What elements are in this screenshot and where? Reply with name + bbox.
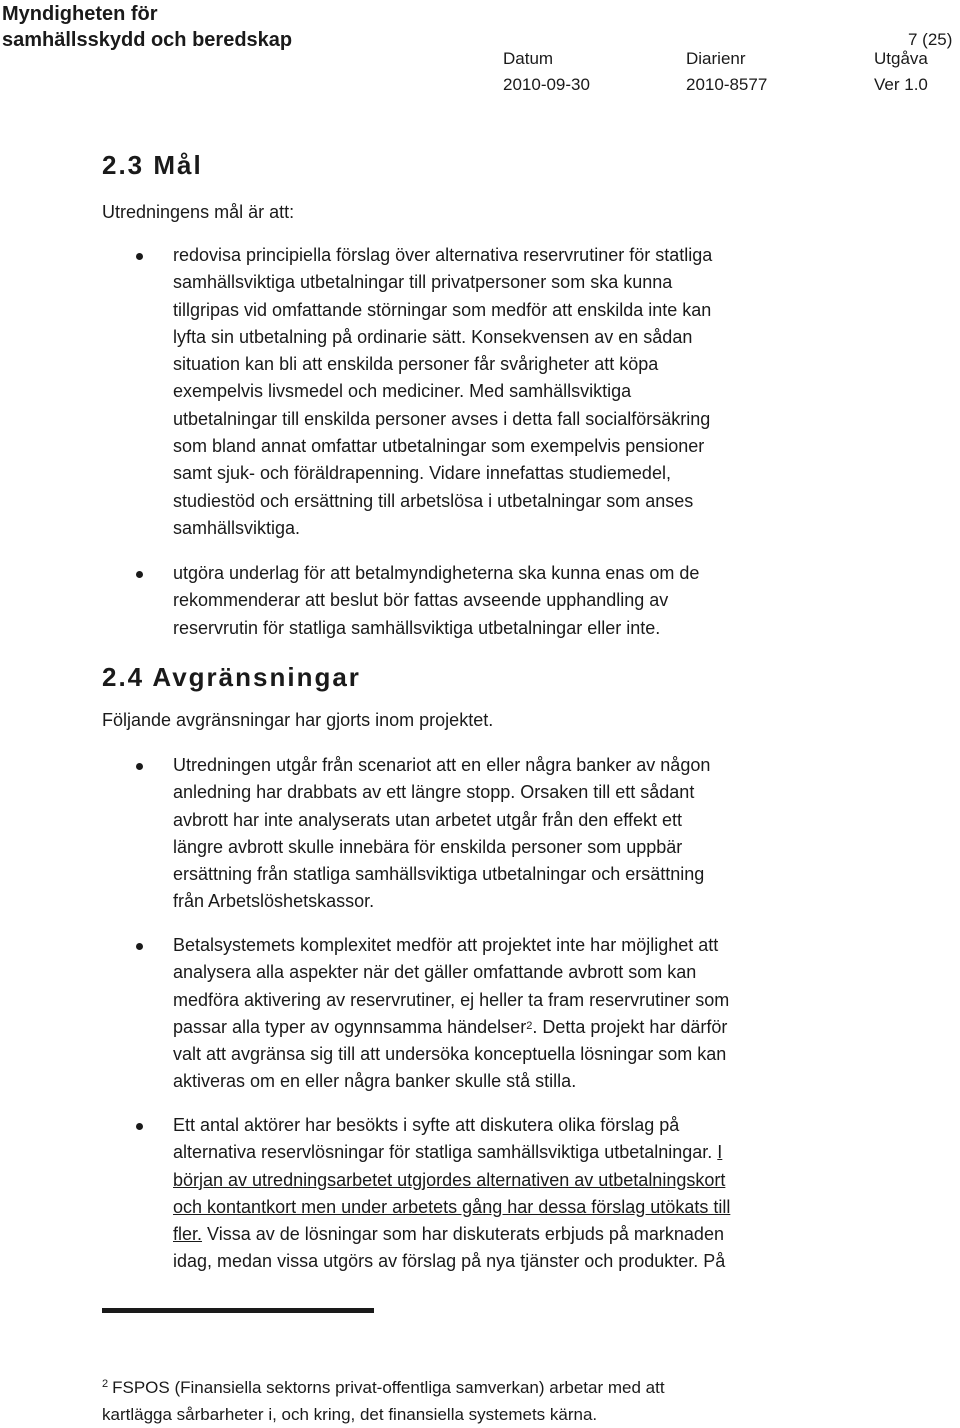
text-line: samhällsviktiga utbetalningar till privatpersoner som ska kunna — [173, 272, 673, 293]
section-2-3-bullet-1 — [173, 242, 712, 542]
diarienr-label: Diarienr — [686, 49, 746, 68]
footnote-number: 2 — [102, 1378, 109, 1390]
text-line: Ett antal aktörer har besökts i syfte att diskutera olika förslag på — [173, 1115, 680, 1135]
text-line: från Arbetslöshetskassor. — [173, 891, 375, 912]
text-line: utbetalningar till enskilda personer avses i detta fall socialförsäkring — [173, 408, 711, 429]
text-line: Utredningen utgår från scenariot att en eller några banker av någon — [173, 755, 711, 775]
text-line: medföra aktivering av reservrutiner, ej heller ta fram reservrutiner som — [173, 989, 730, 1010]
text-line: ersättning från statliga samhällsviktiga utbetalningar och ersättning — [173, 864, 705, 885]
text-line: som bland annat omfattar utbetalningar som exempelvis pensioner — [173, 436, 705, 457]
date-label: Datum — [503, 49, 554, 68]
footnote-line-1 — [102, 1374, 665, 1404]
bullet-point — [136, 763, 143, 770]
version-value: Ver 1.0 — [874, 75, 928, 94]
bullet-point — [136, 943, 143, 950]
text-line: lyfta sin utbetalning på ordinarie sätt. Konsekvensen av en sådan — [173, 326, 693, 347]
section-heading-2-3: 2.3 Mål — [102, 150, 203, 180]
text-line — [173, 1014, 729, 1041]
section-2-3-bullet-2 — [173, 560, 699, 642]
underlined-text: I — [717, 1142, 723, 1163]
text-line — [173, 1221, 730, 1248]
text-fragment: . Detta projekt har därför — [532, 1016, 728, 1037]
text-line: analysera alla aspekter när det gäller omfattande avbrott som kan — [173, 962, 697, 983]
underlined-text: fler. — [173, 1224, 203, 1245]
text-line: anledning har drabbats av ett längre stopp. Orsaken till ett sådant — [173, 782, 695, 803]
text-fragment: passar alla typer av ogynnsamma händelser — [173, 1016, 527, 1037]
footnote-separator — [102, 1308, 374, 1313]
section-2-4-bullet-1 — [173, 752, 710, 916]
text-line: tillgripas vid omfattande störningar som medför att enskilda inte kan — [173, 299, 712, 320]
bullet-point — [136, 1123, 143, 1130]
text-line: längre avbrott skulle innebära för enskilda personer som uppbär — [173, 836, 683, 857]
text-line: rekommenderar att beslut bör fattas avseende upphandling av — [173, 590, 669, 611]
bullet-point — [136, 253, 143, 260]
text-line: idag, medan vissa utgörs av förslag på nya tjänster och produkter. På — [173, 1251, 726, 1272]
text-line: samt sjuk- och föräldrapenning. Vidare innefattas studiemedel, — [173, 463, 671, 484]
text-line: redovisa principiella förslag över alternativa reservrutiner för statliga — [173, 245, 713, 265]
text-line: exempelvis livsmedel och mediciner. Med samhällsviktiga — [173, 381, 632, 402]
footnote-reference: 2 — [526, 1019, 533, 1032]
agency-name-line2: samhällsskydd och beredskap — [2, 29, 293, 51]
text-line: Betalsystemets komplexitet medför att projektet inte har möjlighet att — [173, 935, 719, 955]
text-line: valt att avgränsa sig till att undersöka konceptuella lösningar som kan — [173, 1044, 727, 1065]
text-line: aktiveras om en eller några banker skulle stå stilla. — [173, 1071, 577, 1092]
text-line: samhällsviktiga. — [173, 517, 301, 538]
text-line: reservrutin för statliga samhällsviktiga utbetalningar eller inte. — [173, 617, 661, 638]
text-line: avbrott har inte analyserats utan arbetet utgår från den effekt ett — [173, 809, 682, 830]
text-line — [173, 1139, 730, 1166]
diarienr-value: 2010-8577 — [686, 75, 768, 94]
text-fragment: Vissa av de lösningar som har diskuterats erbjuds på marknaden — [202, 1224, 724, 1245]
date-value: 2010-09-30 — [503, 75, 590, 94]
text-line: studiestöd och ersättning till arbetslösa i utbetalningar som anses — [173, 490, 694, 511]
bullet-point — [136, 571, 143, 578]
section-2-4-intro: Följande avgränsningar har gjorts inom projektet. — [102, 710, 494, 730]
text-line: situation kan bli att enskilda personer får svårigheter att köpa — [173, 354, 659, 375]
text-fragment: alternativa reservlösningar för statliga samhällsviktiga utbetalningar. — [173, 1142, 713, 1163]
footnote-text: FSPOS (Finansiella sektorns privat-offentliga samverkan) arbetar med att — [112, 1378, 665, 1397]
underlined-text: och kontantkort men under arbetets gång har dessa förslag utökats till — [173, 1196, 731, 1217]
page-number: 7 (25) — [908, 30, 953, 49]
section-2-3-intro: Utredningens mål är att: — [102, 202, 295, 222]
section-heading-2-4: 2.4 Avgränsningar — [102, 662, 361, 692]
section-2-4-bullet-2 — [173, 932, 729, 1096]
footnote-line-2: kartlägga sårbarheter i, och kring, det finansiella systemets kärna. — [102, 1405, 598, 1424]
section-2-4-bullet-3 — [173, 1112, 730, 1276]
text-line: utgöra underlag för att betalmyndigheterna ska kunna enas om de — [173, 563, 700, 583]
version-label: Utgåva — [874, 49, 928, 68]
underlined-text: början av utredningsarbetet utgjordes alternativen av utbetalningskort — [173, 1169, 726, 1190]
agency-name-line1: Myndigheten för — [2, 3, 158, 25]
